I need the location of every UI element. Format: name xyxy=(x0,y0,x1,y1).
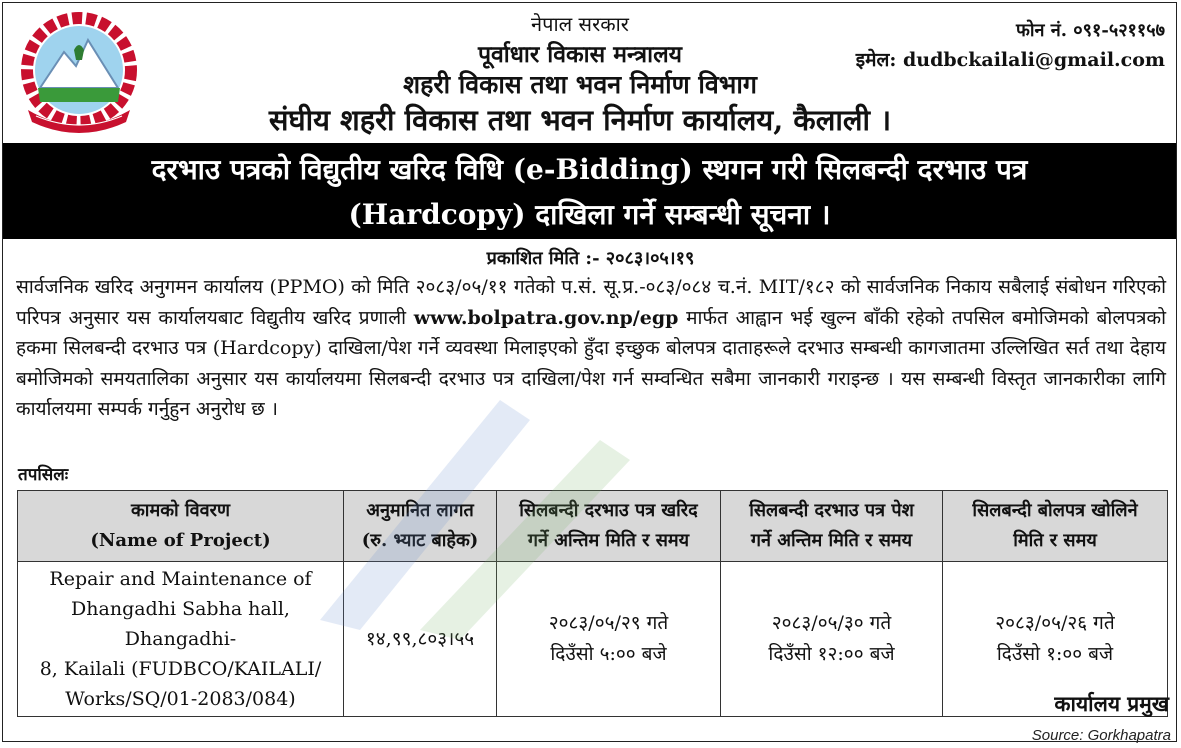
header-project-line2: (Name of Project) xyxy=(90,530,271,551)
body-part-1: सार्वजनिक खरिद अनुगमन कार्यालय (PPMO) को मिति २०८३/०५/११ गतेको प.सं. सू.प्र.-०८३/०८४ च.नं. MIT/१८२ को सार्वजनिक निकाय सबैलाई संबोधन गरिएको परिपत्र अनुसार यस कार्यालयबाट विद्युतीय खरिद प्रणाली xyxy=(16,276,1166,329)
submit-deadline-cell xyxy=(721,562,943,717)
bolpatra-link[interactable]: www.bolpatra.gov.np/egp xyxy=(413,306,679,329)
header-cost-line1: अनुमानित लागत xyxy=(366,500,474,521)
header-submit-deadline xyxy=(721,491,943,562)
office-name: संघीय शहरी विकास तथा भवन निर्माण कार्यालय, कैलाली । xyxy=(268,103,892,137)
signature-office-chief: कार्यालय प्रमुख xyxy=(1054,692,1169,716)
project-line: Repair and Maintenance of xyxy=(49,568,312,590)
project-name-cell xyxy=(18,562,344,717)
schedule-table xyxy=(17,490,1168,717)
schedule-label: तपसिलः xyxy=(18,465,69,485)
project-line: Dhangadhi Sabha hall, Dhangadhi- xyxy=(71,598,290,650)
notice-title-banner xyxy=(3,143,1176,239)
header-opening-line2: मिति र समय xyxy=(1013,530,1097,551)
header-purchase-line1: सिलबन्दी दरभाउ पत्र खरिद xyxy=(519,500,698,521)
header-opening-line1: सिलबन्दी बोलपत्र खोलिने xyxy=(972,500,1138,521)
banner-line-1: दरभाउ पत्रको विद्युतीय खरिद विधि (e-Bidding) स्थगन गरी सिलबन्दी दरभाउ पत्र xyxy=(151,153,1028,186)
purchase-deadline-cell xyxy=(497,562,721,717)
opening-time: दिउँसो १:०० बजे xyxy=(996,643,1114,665)
body-part-2: मार्फत आह्वान भई खुल्न बाँकी रहेको तपसिल बमोजिमको बोलपत्रको हकमा सिलबन्दी दरभाउ पत्र (Hardcopy) दाखिला/पेश गर्ने व्यवस्था मिलाइएको हुँदा इच्छुक बोलपत्र दाताहरूले दरभाउ सम्बन्धी कागजातमा उल्लिखित सर्त तथा देहाय बमोजिमको समयतालिका अनुसार यस कार्यालयमा सिलबन्दी दरभाउ पत्र दाखिला/पेश गर्न सम्वन्धित सबैमा जानकारी गराइन्छ । यस सम्बन्धी विस्तृत जानकारीका लागि कार्यालयमा सम्पर्क गर्नुहुन अनुरोध छ । xyxy=(16,306,1166,420)
email-line xyxy=(856,46,1165,72)
header-project xyxy=(18,491,344,562)
submit-time: दिउँसो १२:०० बजे xyxy=(768,643,895,665)
estimated-cost: १४,९९,८०३।५५ xyxy=(365,627,475,650)
estimated-cost-cell xyxy=(344,562,497,717)
banner-line-2: (Hardcopy) दाखिला गर्ने सम्बन्धी सूचना । xyxy=(348,198,831,231)
submit-date: २०८३/०५/३० गते xyxy=(771,612,892,634)
header-cost xyxy=(344,491,497,562)
header-purchase-deadline xyxy=(497,491,721,562)
table-row xyxy=(18,562,1168,717)
header-opening-date xyxy=(943,491,1168,562)
header-line-3: शहरी विकास तथा भवन निर्माण विभाग xyxy=(403,70,757,99)
email-address[interactable]: dudbckailali@gmail.com xyxy=(903,49,1165,71)
header-submit-line1: सिलबन्दी दरभाउ पत्र पेश xyxy=(749,500,914,521)
notice-body xyxy=(16,272,1166,425)
opening-date: २०८३/०५/२६ गते xyxy=(995,612,1115,634)
project-line: 8, Kailali (FUDBCO/KAILALI/ xyxy=(39,658,322,680)
header-submit-line2: गर्ने अन्तिम मिति र समय xyxy=(750,530,913,551)
header-line-1: नेपाल सरकार xyxy=(531,12,629,36)
header-project-line1: कामको विवरण xyxy=(130,500,231,521)
header-cost-line2: (रु. भ्याट बाहेक) xyxy=(361,530,479,551)
project-line: Works/SQ/01-2083/084) xyxy=(65,688,296,710)
header-purchase-line2: गर्ने अन्तिम मिति र समय xyxy=(527,530,690,551)
purchase-date: २०८३/०५/२९ गते xyxy=(548,612,669,634)
nepal-emblem-icon xyxy=(14,10,144,136)
purchase-time: दिउँसो ५:०० बजे xyxy=(550,643,667,665)
source-credit: Source: Gorkhapatra xyxy=(1031,727,1171,744)
email-label: इमेल: xyxy=(855,49,897,71)
published-date: प्रकाशित मिति :- २०८३।०५।१९ xyxy=(486,248,695,269)
table-header-row xyxy=(18,491,1168,562)
phone-number: फोन नं. ०९१-५२११५७ xyxy=(1015,20,1165,41)
header-line-2: पूर्वाधार विकास मन्त्रालय xyxy=(477,41,683,68)
